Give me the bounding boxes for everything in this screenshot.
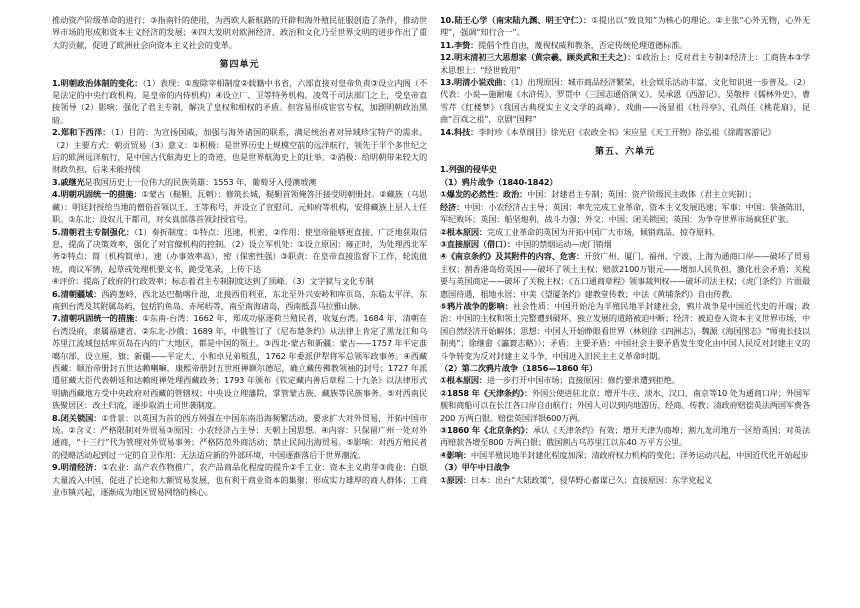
topic-item [52, 461, 427, 498]
intro-paragraph: 推动资产阶级革命的进行；③指南针的使用，为西欧人新航路的开辟和海外殖民征服创造了条件，推动世界市场的形成和资本主义经济的发展；④四大发明对欧洲经济、政治和文化乃至世界文明的进步作出了重大的贡献，促进了欧洲社会向资本主义社会的变革。 [52, 15, 427, 50]
war-point-body: 中国：小农经济占主导；英国：率先完成工业革命，资本主义发展迅速；军事：中国：装备陈旧，军纪败坏；英国：船坚炮利，战斗力强；外交：中国：闭关锁国；英国：为争夺世界市场疯狂扩张。 [440, 201, 810, 225]
war-point [440, 449, 810, 461]
topic-item [52, 275, 427, 287]
topic-item [440, 14, 810, 39]
war-point [440, 374, 810, 386]
topic-item [440, 126, 810, 138]
topic-item-heading: 5.清朝君主专制强化： [52, 226, 135, 237]
topic-item [52, 188, 427, 225]
left-column [52, 14, 427, 498]
war-point-body: 进一步打开中国市场；直接原因：修约要求遭到拒绝。 [486, 375, 680, 386]
war-point-body: 开放广州、厦门、福州、宁波、上海为通商口岸——破坏了贸易主权；割香港岛给英国——破坏了领土主权；赔款2100万银元——增加人民负担，激化社会矛盾；关税要与英国商定——破坏了关税主权；《五口通商章程》领事裁判权——破坏司法主权；《虎门条约》片面最惠国待遇，租地永居；中美《望厦条约》建教堂传教；中法《黄埔条约》自由传教。 [440, 251, 810, 299]
war-point [440, 250, 810, 300]
topic-item-body: ①提出以“致良知”为核心的理论。②主张“心外无物，心外无理”，强调“知行合一”。 [440, 15, 810, 38]
topic-item-body: ①东南-台湾：1662 年，郑成功驱逐荷兰殖民者，收复台湾。1684 年，清朝在台湾设府，隶属福建省。②东北-沙俄：1689 年，中俄签订了《尼布楚条约》从法律上肯定了黑龙江和乌苏里江流域包括库页岛在内的广大地区，都是中国的领土。③西北-蒙古和新疆：蒙古——1757 年平定准噶尔部，设立厘，旗；新疆——平定大、小和卓兄弟叛乱，1762 年委派伊犁将军总领军政事务。④西藏西藏：顺治帝册封五世达赖喇嘛，康熙帝册封五世班禅额尔德尼，确立藏传佛教领袖的封号；1727 年派遣驻藏大臣代表朝廷和达赖班禅处理西藏政务；1793 年颁布《钦定藏内善后章程二十九条》以法律形式明确西藏地方受中央政府对西藏的管辖权；中央设立理藩院，掌管蒙古族、藏族等民族事务。⑤对西南民族聚居区：改土归流，逐步取消土司世袭制度。 [52, 313, 427, 411]
topic-item [440, 39, 810, 51]
war-point-heading: ①爆发的必然性：政治： [440, 189, 528, 200]
war-point-heading: ⑤鸦片战争的影响： [440, 300, 514, 311]
war-point-heading: ④影响： [440, 449, 471, 460]
topic-item-heading: 10.陆王心学（南宋陆九渊、明王守仁）： [440, 15, 592, 25]
topic-item-body: 提倡个性自由，蔑视权威和教条，否定传统伦理道德标准。 [478, 39, 688, 50]
war-point [440, 300, 810, 362]
topic-item [52, 226, 427, 276]
war-point-body: 完成工业革命的英国为开拓中国广大市场，倾销商品、掠夺原料。 [486, 226, 721, 237]
right-column [440, 14, 810, 486]
topic-item-body: （1）目的：为宣扬国威，加强与海外诸国的联系，满足统治者对异域珍宝特产的需求。（2）主要方式：朝贡贸易（3）意义：①积极：是世界历史上规模空前的远洋航行，领先于半个多世纪之后的欧洲远洋航行，是中国古代航海史上的奇迹，也是世界航海史上的壮举。②消极：给明朝带来较大的财政负担，后来未能持续 [52, 127, 428, 175]
topic-item-heading: 8.闭关锁国： [52, 412, 102, 423]
topic-item [52, 176, 427, 188]
war-point [440, 188, 810, 200]
topic-item-body: 李时珍《本草纲目》徐光启《农政全书》宋应星《天工开物》徐弘祖《徐霞客游记》 [478, 126, 776, 137]
topic-item-heading: 3.戚继光 [52, 176, 85, 187]
topic-item-heading: 14.科技： [440, 126, 479, 137]
subsection-heading-opium-war: （1）鸦片战争（1840-1842） [440, 176, 558, 187]
war-point-heading: ②1858 年《天津条约》： [440, 387, 532, 398]
war-point-heading: 经济： [440, 201, 465, 212]
topic-item-body: ①农业：高产农作物推广，农产品商品化程度的提升②手工业：资本主义萌芽③商业：白银大量流入中国，促进了长途和大额贸易发展，也有利于商业资本的集聚；形成实力雄厚的商人群体；工商业市镇兴起，逐渐成为地区贸易网络的核心。 [52, 462, 427, 498]
topic-item-heading: 7.清朝巩固统一的措施： [52, 313, 143, 324]
topic-item-body: （1）出现原因：城市商品经济繁荣，社会娱乐活动丰富，文化知识进一步普及。（2）代表：小说—施耐庵《水浒传》、罗贯中《三国志通俗演义》、吴承恩《西游记》、吴敬梓《儒林外史》、曹雪芹《红楼梦》（我国古典现实主义文学的高峰）、戏曲——汤显祖《牡丹亭》、孔尚任《桃花扇》，昆曲“百戏之祖”，京剧“国粹” [440, 77, 810, 125]
right-top-list [440, 14, 810, 138]
war-point [440, 226, 810, 238]
topic-item-heading: 1.明朝政治体制的变化： [52, 77, 143, 88]
topic-item-body: ①背景：以英国为首的西方列强在中国东南沿海频繁活动，要求扩大对外贸易，开拓中国市场。②含义：严格限制对外贸易③原因：小农经济占主导：天朝上国思想。④内容：只保留广州一处对外通商，“十三行”代为管理对外贸易事务；严格防范外商活动；禁止民间出海贸易。⑤影响：对西方殖民者的侵略活动起到过一定的自卫作用：无法适应新的外部环境，中国逐渐落后于世界潮流。 [52, 412, 427, 460]
war-point-body: 承认《天津条约》有效；增开天津为商埠；割九龙司地方一区给英国；对英法再赔款各增至800 万两白银；俄国割占乌苏里江以东40 万平方公里。 [440, 425, 810, 448]
topic-item-body: 是我国历史上一位伟大的民族英雄：1553 年，葡萄牙入侵澳坡澳 [84, 176, 317, 187]
war-point-heading: ④《南京条约》及其附件的内容、危害： [440, 251, 585, 262]
war-point-heading: ③直接原因（借口）： [440, 238, 516, 249]
war-point-body: 外国公使进驻北京；增开牛庄、淡水、汉口、南京等10 处为通商口岸；外国军舰和商船可以在长江各口岸自由航行；外国人可以到内地游历、经商、传教；清政府赔偿英法两国军费各200 万两白银。赔偿英国洋银600万两。 [440, 387, 811, 423]
topic-item-heading: 13.明清小说戏曲： [440, 77, 511, 88]
opium-war-list [440, 188, 810, 362]
war-point-heading: ①根本原因： [440, 375, 487, 386]
topic-item-heading: 2.郑和下西洋： [52, 127, 111, 138]
topic-item-heading: 4.明朝巩固统一的措施： [52, 189, 142, 200]
topic-item [440, 51, 810, 76]
topic-item-body: ④评价：提高了政府的行政效率；标志着君主专制制度达到了顶峰。（3）文字狱与文化专制 [52, 276, 374, 287]
war-point-heading: ③1860 年《北京条约》： [440, 425, 533, 435]
topic-item [52, 412, 427, 462]
topic-item-body: （1）表现：①废除宰相制度②载籍中书省，六部直接对皇帝负责③设立内阁（不是法定的中央行政机构，是皇帝的内侍机构）④设立厂、卫等特务机构，凌驾于司法部门之上，受皇帝直接领导（2）影响：强化了君主专制，解决了皇权和相权的矛盾。但容易形成宦官专权，加剧明朝政治黑暗。 [52, 77, 428, 125]
unit-four-title: 第四单元 [219, 60, 260, 71]
war-point [440, 201, 810, 226]
topic-item-body: ①蒙古（鞑靼、瓦剌）：修筑长城，鞑靼首领俺答汗接受明朝册封。②藏族（乌思藏）：明廷封授给当地的僧俗首领以王、王等称号，并设立了宣慰司、元帅府等机构，安排藏族上层人士任职。③东北：设奴儿干都司，对女真部落首领封授官号。 [52, 189, 427, 225]
subsection-heading-second-opium-war: （2）第二次鸦片战争（1856—1860 年） [440, 362, 598, 373]
war-point-body: 中国半殖民地半封建化程度加深；清政府权力机构的变化；洋务运动兴起，中国近代化开始起步 [470, 449, 809, 460]
war-point-body: 中国的禁烟运动—虎门销烟 [515, 238, 612, 249]
topic-item [52, 77, 427, 127]
topic-item-heading: 9.明清经济： [52, 462, 102, 473]
topic-item [52, 126, 427, 176]
war-point [440, 424, 810, 449]
war-point [440, 238, 810, 250]
section-heading: 1.列强的侵华史 [440, 164, 497, 175]
left-item-list [52, 77, 427, 499]
war-point [440, 474, 810, 486]
war-point-body: 社会性质：中国开始沦为半殖民地半封建社会，鸦片战争是中国近代史的开端；政治：中国的主权和领土完整遭到破坏，独立发展的道路被迫中断；经济：被迫卷入资本主义世界市场，中国自然经济开始解体；思想：中国人开始睁眼看世界（林则徐《四洲志》，魏源《海国图志》“师夷长技以制夷”；徐继畲《瀛寰志略》）；矛盾：主要矛盾：中国社会主要矛盾发生变化由中国人民反对封建主义的斗争转变为反对封建主义斗争，中国进入旧民主主义革命时期。 [440, 300, 810, 361]
subsection-heading-sino-japanese-war: （3）甲午中日战争 [440, 462, 510, 473]
war-point [440, 387, 810, 424]
topic-item-heading: 12.明末清初三大思想家（黄宗羲、顾炎武和王夫之）： [440, 52, 636, 63]
second-opium-war-list [440, 374, 810, 461]
war-point-body: 日本：出台“大陆政策”，侵华野心蓄谋已久；直接原因：东学党起义 [470, 474, 713, 485]
topic-item [52, 312, 427, 411]
war-point-body: 中国：封建君主专制；英国：资产阶级民主政体（君主立宪制）； [527, 189, 757, 200]
war-point-heading: ①原因： [440, 474, 471, 485]
topic-item-heading: 6.清朝疆域： [52, 288, 102, 299]
topic-item-body: ①政治上：反对君主专制②经济上：工商皆本③学术思想上：“经世致用” [440, 52, 810, 75]
topic-item-body: （1）奏折制度；①特点：迅速，机密，②作用：使皇帝能够更直接、广泛地获取信息，提高了决策效率，强化了对官僚机构的控制。（2）设立军机处：①设立原因：雍正时，为处理西北军务②特点：简（机构简单），速（办事效率高），密（保密性强）③职责：在皇帝直接监督下工作，轮流值班，商议军情，起草或处理机要文书，跪受笔录，上传下达 [52, 226, 427, 274]
topic-item [52, 288, 427, 313]
unit-five-six-title: 第五、六单元 [594, 147, 655, 158]
topic-item [440, 76, 810, 126]
sino-japanese-war-list [440, 474, 810, 486]
war-point-heading: ②根本原因： [440, 226, 487, 237]
topic-item-heading: 11.李贽： [440, 39, 479, 50]
topic-item-body: 西跨葱岭，西北达巴勒喀什池，北接西伯利亚，东北至外兴安岭和库页岛，东临太平洋，东南到台湾及其附属岛屿，包括钓鱼岛、赤尾屿等，南至南海诸岛，西南抵喜马拉雅山脉。 [52, 288, 427, 311]
